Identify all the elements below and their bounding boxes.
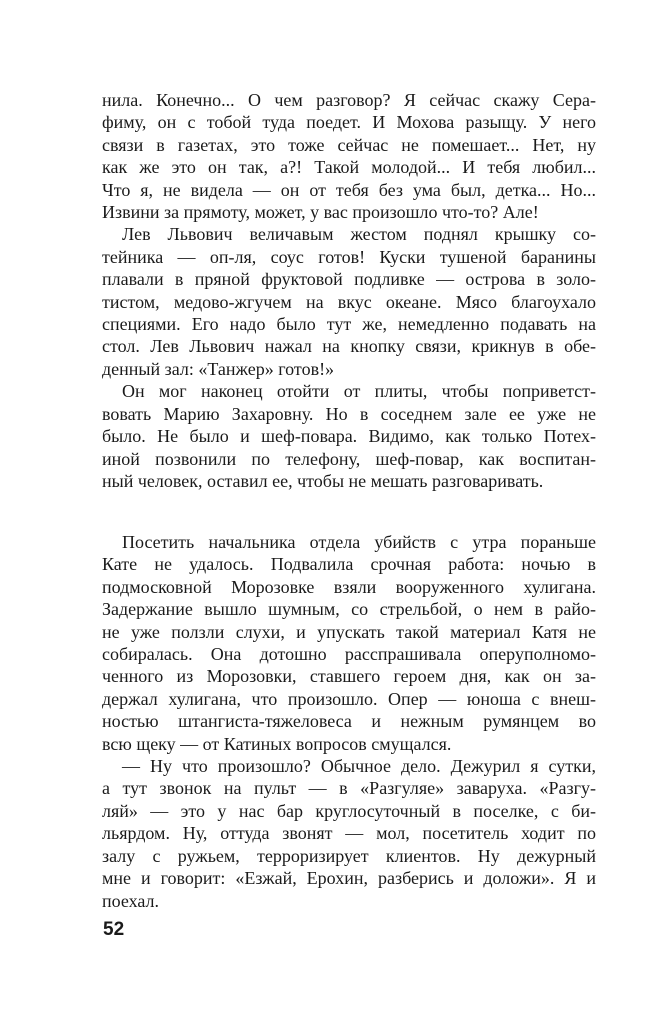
paragraph-line: Он мог наконец отойти от плиты, чтобы поприветст- (122, 381, 596, 402)
paragraph-line: нила. Конечно... О чем разговор? Я сейчас скажу Сера- (102, 90, 596, 110)
paragraph-line: всю щеку — от Катиных вопросов смущался. (102, 733, 452, 754)
paragraph-line: Извини за прямоту, может, у вас произошло что-то? Але! (102, 202, 539, 223)
paragraph-line: денный зал: «Танжер» готов!» (102, 358, 335, 379)
paragraph-line: фиму, он с тобой туда поедет. И Мохова разыщу. У него (102, 112, 596, 133)
paragraph-line: специями. Его надо было тут же, немедленно подавать на (102, 314, 596, 335)
paragraph-line: льярдом. Ну, оттуда звонят — мол, посетитель ходит по (102, 823, 596, 844)
paragraph-line: мне и говорит: «Езжай, Ерохин, разберись и доложи». Я и (102, 868, 596, 889)
paragraph-line: держал хулигана, что произошло. Опер — юноша с внеш- (102, 688, 596, 709)
paragraph-line: Кате не удалось. Подвалила срочная работа: ночью в (102, 554, 596, 575)
paragraph-line: было. Не было и шеф-повара. Видимо, как только Потех- (102, 426, 596, 447)
text-block-bottom (102, 531, 596, 912)
paragraph-line: ченного из Морозовки, ставшего героем дня, как он за- (102, 666, 596, 687)
paragraph-line: Задержание вышло шумным, со стрельбой, о нем в райо- (102, 599, 596, 620)
paragraph-line: как же это он так, а?! Такой молодой... И тебя любил... (102, 157, 596, 178)
paragraph-line: ный человек, оставил ее, чтобы не мешать разговаривать. (102, 470, 544, 491)
paragraph-line: поехал. (102, 890, 159, 911)
text-block-top (102, 89, 596, 492)
paragraph-line: вовать Марию Захаровну. Но в соседнем зале ее уже не (102, 403, 596, 424)
paragraph-line: залу с ружьем, терроризирует клиентов. Ну дежурный (102, 845, 596, 866)
paragraph-line: стол. Лев Львович нажал на кнопку связи, крикнув в обе- (102, 336, 596, 357)
paragraph-line: подмосковной Морозовке взяли вооруженного хулигана. (102, 576, 596, 597)
paragraph-line: не уже ползли слухи, и упускать такой материал Катя не (102, 621, 596, 642)
paragraph-line: плавали в пряной фруктовой подливке — острова в золо- (102, 269, 596, 290)
paragraph-line: — Ну что произошло? Обычное дело. Дежурил я сутки, (122, 756, 596, 777)
page-number: 52 (103, 919, 125, 940)
paragraph-line: а тут звонок на пульт — в «Разгуляе» заваруха. «Разгу- (102, 778, 596, 799)
paragraph-line: Лев Львович величавым жестом поднял крышку со- (122, 224, 596, 245)
paragraph-line: ностью штангиста-тяжеловеса и нежным румянцем во (102, 711, 596, 732)
paragraph-line: Посетить начальника отдела убийств с утра пораньше (122, 532, 596, 552)
paragraph-line: иной позвонили по телефону, шеф-повар, как воспитан- (102, 448, 596, 469)
paragraph-line: Что я, не видела — он от тебя без ума был, детка... Но... (102, 179, 596, 200)
paragraph-line: тейника — оп-ля, соус готов! Куски тушеной баранины (102, 246, 596, 267)
paragraph-line: связи в газетах, это тоже сейчас не помешает... Нет, ну (102, 134, 596, 155)
paragraph-line: ляй» — это у нас бар круглосуточный в поселке, с би- (102, 800, 596, 821)
paragraph-line: собиралась. Она дотошно расспрашивала оперуполномо- (102, 644, 596, 665)
paragraph-line: тистом, медово-жгучем на вкус океане. Мясо благоухало (102, 291, 596, 312)
